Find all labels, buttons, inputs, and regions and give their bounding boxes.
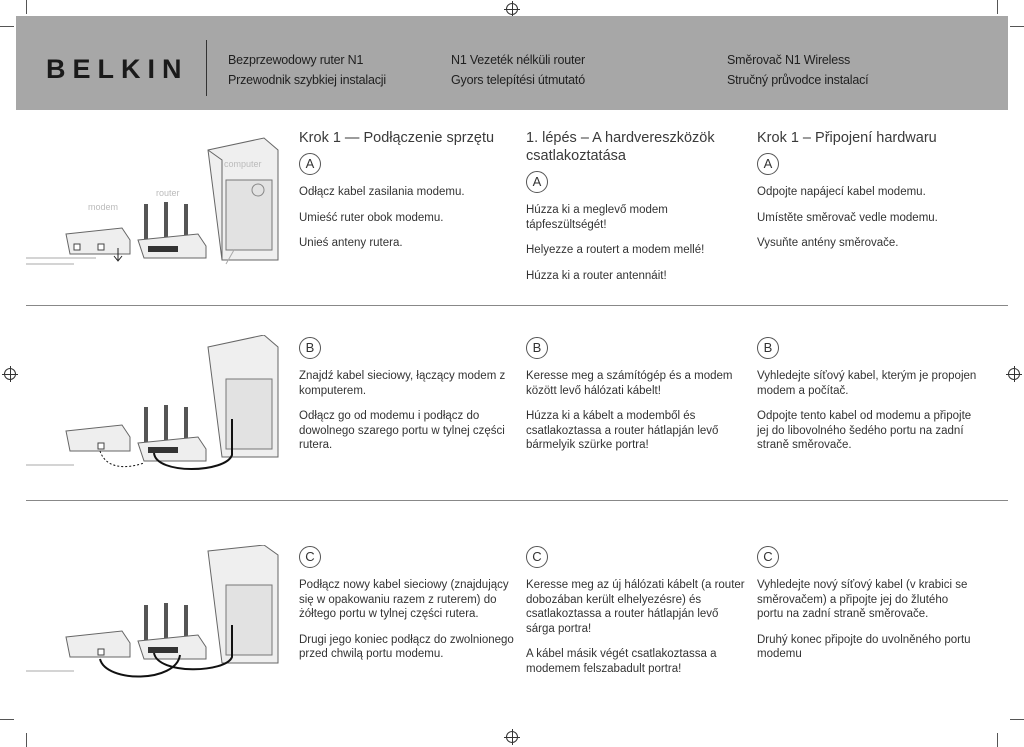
instruction: Vyhledejte nový síťový kabel (v krabici se směrovačem) a připojte jej do žlutého portu na zadní straně směrovače.: [757, 579, 968, 620]
crop-mark: [0, 719, 14, 720]
col-hu-c: [526, 546, 746, 687]
instruction: Unieś anteny rutera.: [299, 237, 403, 249]
instruction: Vyhledejte síťový kabel, kterým je propojen modem a počítač.: [757, 370, 977, 397]
illustration-step-b: [26, 335, 286, 495]
header-hu-title: N1 Vezeték nélküli router: [451, 53, 585, 67]
col-cs-a: [757, 129, 977, 262]
instruction: Húzza ki a router antennáit!: [526, 269, 667, 282]
header-cs-title: Směrovač N1 Wireless: [727, 53, 851, 67]
router-icon: [138, 202, 206, 258]
instruction: Húzza ki a kábelt a modemből és csatlakoztassa a router hátlapján levő bármelyik szürke portra!: [526, 410, 719, 451]
header-cs-subtitle: Stručný průvodce instalací: [727, 73, 869, 87]
header-divider: [206, 40, 207, 96]
step-badge: B: [299, 337, 321, 359]
header-cs: [727, 50, 868, 90]
col-hu-a: [526, 129, 746, 294]
step-title-pl: Krok 1 — Podłączenie sprzętu: [299, 130, 495, 146]
instruction: Odpojte tento kabel od modemu a připojte jej do libovolného šedého portu na zadní straně směrovače.: [757, 410, 972, 451]
crop-mark: [26, 0, 27, 14]
modem-icon: [66, 631, 130, 657]
instruction: Helyezze a routert a modem mellé!: [526, 244, 705, 256]
header-pl: [228, 50, 386, 90]
step-badge: B: [526, 337, 548, 359]
registration-mark-icon: [506, 731, 518, 743]
modem-label: modem: [88, 202, 119, 212]
registration-mark-icon: [506, 3, 518, 15]
modem-icon: [66, 425, 130, 451]
col-pl-a: [299, 129, 519, 262]
instruction: Odłącz go od modemu i podłącz do dowolnego szarego portu w tylnej części rutera.: [299, 410, 505, 451]
instruction: Keresse meg a számítógép és a modem között levő hálózati kábelt!: [526, 370, 733, 397]
illustration-step-c: [26, 545, 286, 705]
computer-tower-icon: [208, 138, 278, 260]
step-title-hu: 1. lépés – A hardvereszközök csatlakoztatása: [526, 130, 715, 164]
moved-cable-arrow: [100, 451, 144, 467]
router-icon: [138, 405, 206, 461]
router-icon: [138, 603, 206, 659]
step-badge: C: [299, 546, 321, 568]
computer-label: computer: [224, 159, 262, 169]
header-band: [16, 16, 1008, 110]
crop-mark: [26, 733, 27, 747]
instruction: Keresse meg az új hálózati kábelt (a router dobozában került elhelyezésre) és csatlakoztassa a router hátlapján levő sárga portra!: [526, 579, 745, 635]
step-title-cs: Krok 1 – Připojení hardwaru: [757, 130, 937, 146]
modem-icon: [66, 228, 130, 261]
registration-mark-icon: [4, 368, 16, 380]
instruction: Umieść ruter obok modemu.: [299, 211, 444, 224]
instruction: Húzza ki a meglevő modem tápfeszültségét!: [526, 204, 668, 231]
crop-mark: [1010, 719, 1024, 720]
instruction: Vysuňte antény směrovače.: [757, 237, 899, 249]
col-hu-b: [526, 337, 746, 464]
step-badge: C: [757, 546, 779, 568]
crop-mark: [997, 0, 998, 14]
computer-tower-icon: [208, 545, 278, 663]
step-badge: C: [526, 546, 548, 568]
step-badge: A: [299, 153, 321, 175]
col-cs-c: [757, 546, 977, 673]
instruction: Umístěte směrovač vedle modemu.: [757, 211, 938, 224]
col-cs-b: [757, 337, 977, 464]
instruction: Odłącz kabel zasilania modemu.: [299, 186, 465, 198]
instruction: A kábel másik végét csatlakoztassa a modemem felszabadult portra!: [526, 648, 717, 675]
step-badge: A: [757, 153, 779, 175]
crop-mark: [1010, 26, 1024, 27]
header-pl-subtitle: Przewodnik szybkiej instalacji: [228, 73, 386, 87]
belkin-logo: BELKIN: [46, 54, 189, 84]
instruction: Drugi jego koniec podłącz do zwolnionego przed chwilą portu modemu.: [299, 633, 514, 660]
instruction: Podłącz nowy kabel sieciowy (znajdujący się w opakowaniu razem z ruterem) do żółtego portu w tylnej części rutera.: [299, 579, 509, 620]
instruction: Znajdź kabel sieciowy, łączący modem z komputerem.: [299, 370, 506, 397]
header-pl-title: Bezprzewodowy ruter N1: [228, 53, 364, 67]
section-divider: [26, 305, 1008, 306]
router-label: router: [156, 188, 180, 198]
registration-mark-icon: [1008, 368, 1020, 380]
computer-tower-icon: [208, 335, 278, 457]
header-hu-subtitle: Gyors telepítési útmutató: [451, 73, 585, 87]
crop-mark: [997, 733, 998, 747]
illustration-step-a: [26, 130, 286, 290]
instruction: Druhý konec připojte do uvolněného portu modemu: [757, 633, 971, 660]
section-divider: [26, 500, 1008, 501]
col-pl-b: [299, 337, 519, 464]
col-pl-c: [299, 546, 519, 673]
crop-mark: [0, 26, 14, 27]
step-badge: A: [526, 171, 548, 193]
header-hu: [451, 50, 585, 90]
instruction: Odpojte napájecí kabel modemu.: [757, 186, 926, 198]
step-badge: B: [757, 337, 779, 359]
